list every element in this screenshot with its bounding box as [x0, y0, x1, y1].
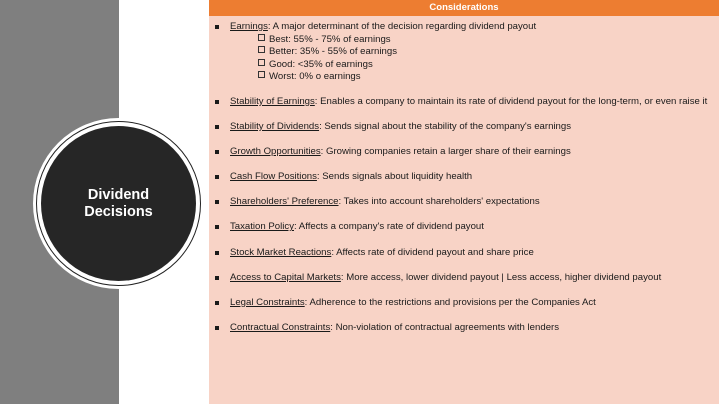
item-term: Legal Constraints: [230, 297, 305, 308]
bullet-icon: [215, 276, 219, 280]
bullet-icon: [215, 100, 219, 104]
item-desc: : More access, lower dividend payout | Less access, higher dividend payout: [340, 272, 662, 283]
item-body: [230, 21, 536, 84]
item-desc: : Growing companies retain a larger share of their earnings: [320, 146, 571, 157]
sub-item: [258, 46, 536, 59]
item-term: Growth Opportunities: [230, 146, 321, 157]
bullet-icon: [215, 251, 219, 255]
circle-inner: [41, 126, 196, 281]
bullet-icon: [215, 125, 219, 129]
item-body: [230, 121, 571, 134]
item-term: Taxation Policy: [230, 221, 294, 232]
sub-item-text: Best: 55% - 75% of earnings: [269, 33, 391, 45]
item-desc: : Sends signals about liquidity health: [316, 171, 473, 182]
item-term: Cash Flow Positions: [230, 171, 317, 182]
item-body: [230, 297, 596, 310]
considerations-panel: [209, 0, 719, 404]
sub-item: [258, 34, 536, 47]
item-term: Stability of Dividends: [230, 121, 320, 132]
item-body: [230, 272, 661, 285]
bullet-icon: [215, 25, 219, 29]
item-body: [230, 221, 484, 234]
bullet-icon: [215, 301, 219, 305]
item-desc: : Takes into account shareholders' expectations: [338, 196, 540, 207]
checkbox-icon: [258, 34, 265, 41]
title-circle: [33, 118, 204, 289]
checkbox-icon: [258, 71, 265, 78]
item-body: [230, 96, 707, 109]
item-body: [230, 322, 559, 335]
sub-item: [258, 71, 536, 84]
item-desc: : Non-violation of contractual agreements with lenders: [330, 322, 560, 333]
item-term: Contractual Constraints: [230, 322, 331, 333]
item-desc: : Affects a company's rate of dividend payout: [294, 221, 484, 232]
item-desc: : Enables a company to maintain its rate of dividend payout for the long-term, or even raise it: [314, 96, 708, 107]
item-body: [230, 247, 534, 260]
slide-title: Dividend Decisions: [84, 186, 153, 220]
bullet-icon: [215, 150, 219, 154]
sub-item: [258, 59, 536, 72]
item-body: [230, 146, 571, 159]
item-term: Access to Capital Markets: [230, 272, 341, 283]
item-term: Stability of Earnings: [230, 96, 315, 107]
sub-item-text: Good: <35% of earnings: [269, 58, 373, 70]
item-body: [230, 171, 472, 184]
sub-item-text: Worst: 0% o earnings: [269, 71, 361, 82]
item-desc: : Sends signal about the stability of the company's earnings: [319, 121, 572, 132]
bullet-icon: [215, 326, 219, 330]
item-desc: : Affects rate of dividend payout and share price: [331, 247, 534, 258]
item-body: [230, 196, 540, 209]
panel-header: Considerations: [209, 0, 719, 16]
item-desc: : A major determinant of the decision regarding dividend payout: [267, 21, 537, 32]
bullet-icon: [215, 225, 219, 229]
earnings-sublist: [230, 34, 536, 84]
bullet-icon: [215, 200, 219, 204]
item-term: Stock Market Reactions: [230, 247, 332, 258]
item-term: Earnings: [230, 21, 268, 32]
checkbox-icon: [258, 46, 265, 53]
sub-item-text: Better: 35% - 55% of earnings: [269, 46, 397, 57]
item-term: Shareholders' Preference: [230, 196, 339, 207]
checkbox-icon: [258, 59, 265, 66]
item-desc: : Adherence to the restrictions and provisions per the Companies Act: [304, 297, 596, 308]
bullet-icon: [215, 175, 219, 179]
